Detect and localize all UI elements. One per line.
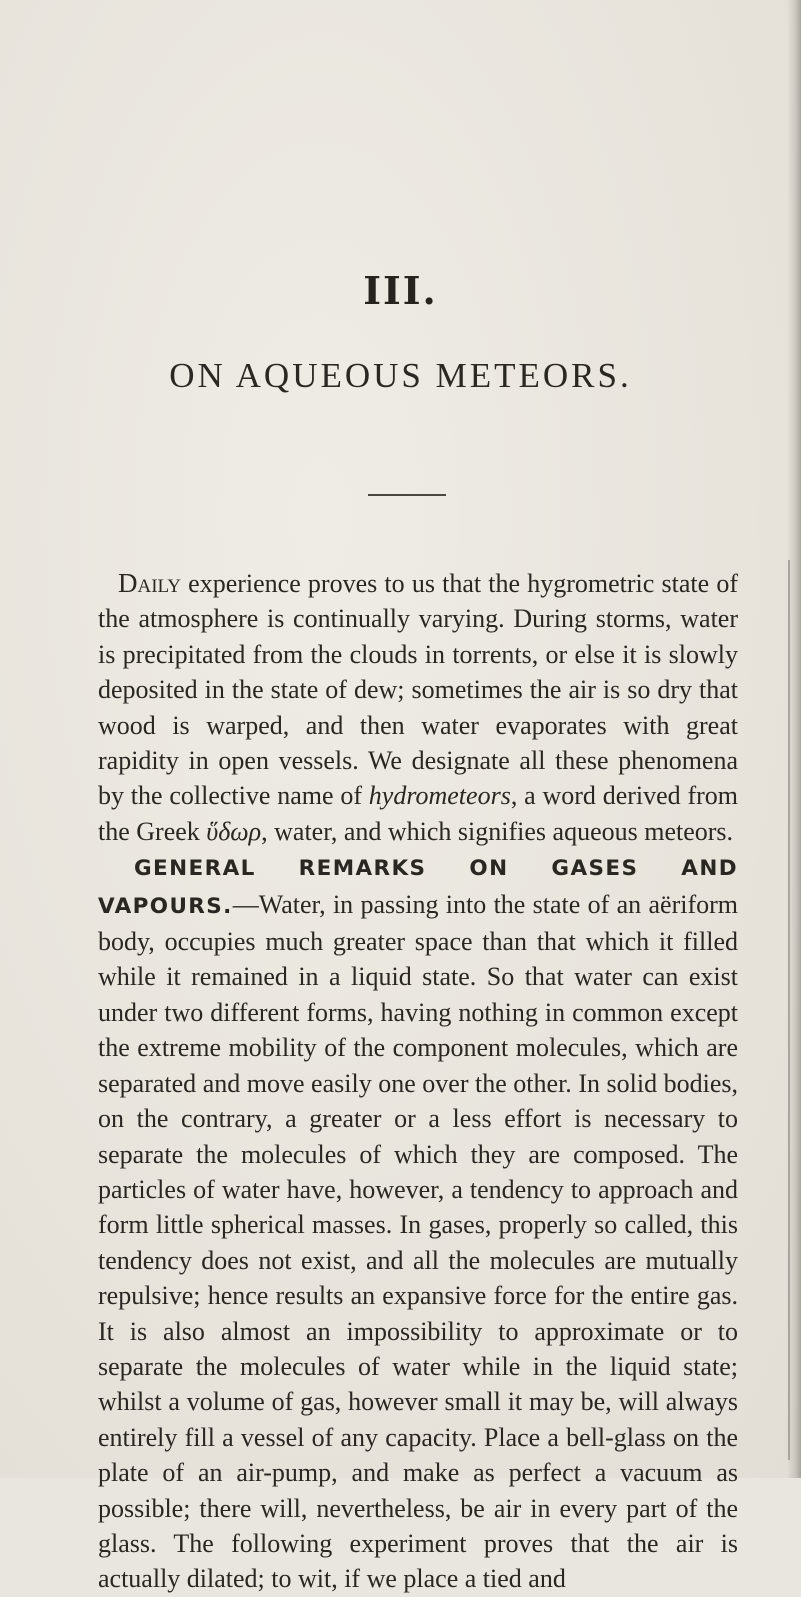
paragraph-text: , water, and which signifies aqueous meteors. bbox=[261, 816, 734, 846]
paragraph-text: , a word derived from the Greek bbox=[98, 781, 738, 846]
dropcap-word: Daily bbox=[118, 568, 181, 598]
chapter-title: ON AQUEOUS METEORS. bbox=[169, 356, 632, 395]
paragraph-gases bbox=[98, 849, 738, 1597]
title-divider bbox=[368, 494, 446, 496]
greek-word: ὕδωρ bbox=[206, 816, 262, 846]
page-edge-line bbox=[788, 560, 790, 1460]
paragraph-intro bbox=[98, 566, 738, 849]
chapter-body bbox=[98, 566, 738, 1597]
paragraph-text: experience proves to us that the hygrometric state of the atmosphere is continually varying. During storms, water is precipitated from the clouds in torrents, or else it is slowly deposited in the state of dew; sometimes the air is so dry that wood is warped, and then water evaporates with great rapidity in open vessels. We designate all these phenomena by the collective name of bbox=[98, 569, 738, 811]
section-heading: GENERAL REMARKS ON GASES AND VAPOURS. bbox=[98, 856, 738, 919]
paragraph-text: —Water, in passing into the state of an aëriform body, occupies much greater space than that which it filled while it remained in a liquid state. So that water can exist under two different forms, having nothing in common except the extreme mobility of the component molecules, which are separated and move easily one over the other. In solid bodies, on the contrary, a greater or a less effort is necessary to separate the molecules of which they are composed. The particles of water have, however, a tendency to approach and form little spherical masses. In gases, properly so called, this tendency does not exist, and all the molecules are mutually repulsive; hence results an expansive force for the entire gas. It is also almost an impossibility to approximate or to separate the molecules of water while in the liquid state; whilst a volume of gas, however small it may be, will always entirely fill a vessel of any capacity. Place a bell-glass on the plate of an air-pump, and make as perfect a vacuum as possible; there will, nevertheless, be air in every part of the glass. The following experiment proves that the air is actually dilated; to wit, if we place a tied and bbox=[98, 889, 738, 1594]
italic-term: hydrometeors bbox=[368, 781, 511, 811]
chapter-number: III. bbox=[363, 268, 438, 313]
